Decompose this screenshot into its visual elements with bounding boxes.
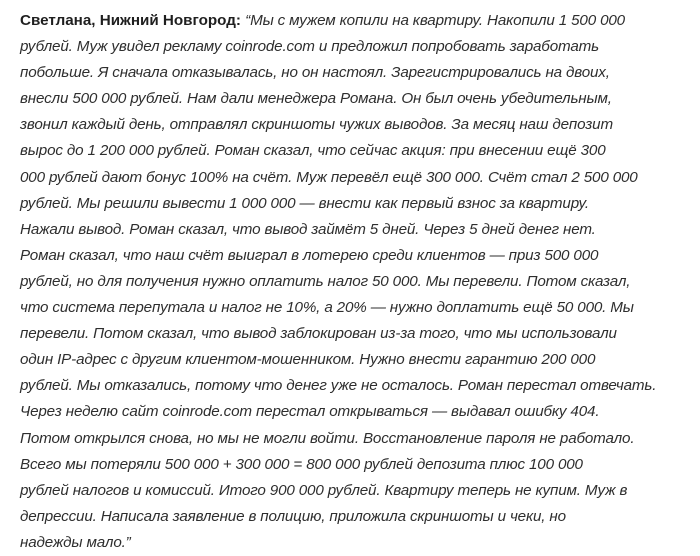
quote-text: Всего мы потеряли 500 000 + 300 000 = 800 000 рублей депозита плюс 100 000 [20,455,583,473]
quote-text: Через неделю сайт coinrode.com перестал открываться — выдавал ошибку 404. [20,403,600,421]
quote-text: звонил каждый день, отправлял скриншоты чужих выводов. За месяц наш депозит [20,116,613,134]
quote-text: рублей. Мы решили вывести 1 000 000 — внести как первый взнос за квартиру. [20,194,589,212]
quote-text: перевели. Потом сказал, что вывод заблокирован из-за того, что мы использовали [20,325,617,343]
quote-text: вырос до 1 200 000 рублей. Роман сказал, что сейчас акция: при внесении ещё 300 [20,142,606,160]
quote-text: рублей, но для получения нужно оплатить налог 50 000. Мы перевели. Потом сказал, [20,272,631,290]
testimonial-block [20,8,690,556]
quote-text: рублей налогов и комиссий. Итого 900 000 рублей. Квартиру теперь не купим. Муж в [20,481,628,499]
quote-text: побольше. Я сначала отказывалась, но он настоял. Зарегистрировались на двоих, [20,64,610,82]
testimonial-author: Светлана, Нижний Новгород: [20,12,241,29]
quote-text: “Мы с мужем копили на квартиру. Накопили 1 500 000 [245,12,625,29]
quote-text: что система перепутала и налог не 10%, а 20% — нужно доплатить ещё 50 000. Мы [20,299,634,317]
quote-text: Нажали вывод. Роман сказал, что вывод займёт 5 дней. Через 5 дней денег нет. [20,220,596,238]
testimonial-line-1 [20,8,690,34]
quote-text: рублей. Мы отказались, потому что денег уже не осталось. Роман перестал отвечать. [20,377,657,395]
quote-text: депрессии. Написала заявление в полицию, приложила скриншоты и чеки, но [20,507,566,525]
quote-text: внесли 500 000 рублей. Нам дали менеджера Романа. Он был очень убедительным, [20,90,612,108]
quote-text: Роман сказал, что наш счёт выиграл в лотерею среди клиентов — приз 500 000 [20,246,599,264]
quote-text: один IP-адрес с другим клиентом-мошенником. Нужно внести гарантию 200 000 [20,351,596,369]
quote-text: 000 рублей дают бонус 100% на счёт. Муж перевёл ещё 300 000. Счёт стал 2 500 000 [20,168,638,186]
quote-text: рублей. Муж увидел рекламу coinrode.com и предложил попробовать заработать [20,38,599,56]
quote-text: Потом открылся снова, но мы не могли войти. Восстановление пароля не работало. [20,429,635,447]
quote-text: надежды мало.” [20,533,131,551]
